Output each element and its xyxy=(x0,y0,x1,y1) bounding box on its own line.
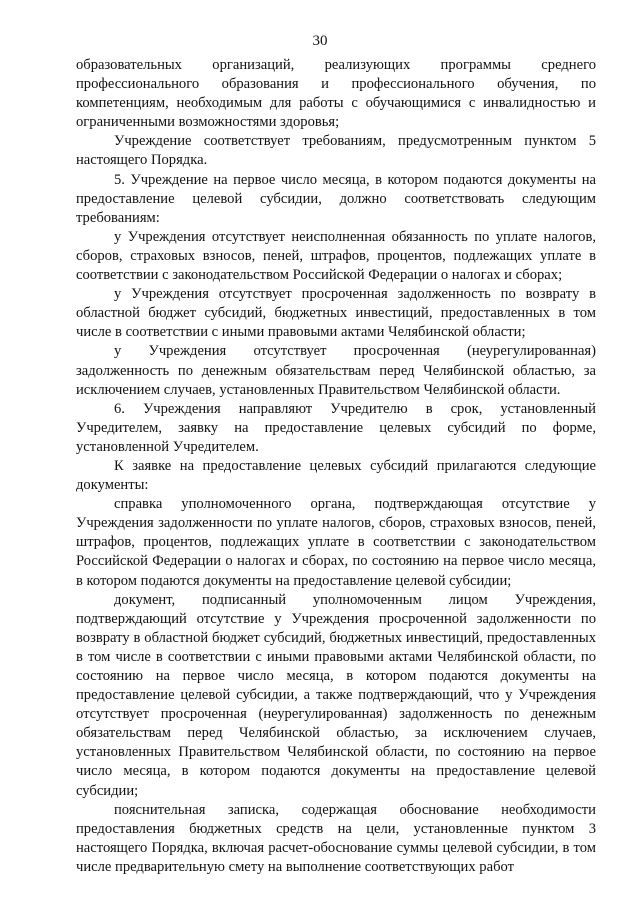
paragraph: справка уполномоченного органа, подтверждающая отсутствие у Учреждения задолженности по уплате налогов, сборов, страховых взносов, пеней, штрафов, процентов, подлежащих уплате в соответствии с законодательством Российской Федерации о налогах и сборах, по состоянию на первое число месяца, в котором подаются документы на предоставление целевой субсидии; xyxy=(76,496,596,589)
paragraph: у Учреждения отсутствует просроченная задолженность по возврату в областной бюджет субсидий, бюджетных инвестиций, предоставленных в том числе в соответствии с иными правовыми актами Челябинской области; xyxy=(76,286,596,341)
paragraph: 5. Учреждение на первое число месяца, в котором подаются документы на предоставление целевой субсидии, должно соответствовать следующим требованиям: xyxy=(76,171,596,226)
paragraph: образовательных организаций, реализующих программы среднего профессионального образования и профессионального обучения, по компетенциям, необходимым для работы с обучающимися с инвалидностью и ограниченными возможностями здоровья; xyxy=(76,57,596,131)
paragraph: документ, подписанный уполномоченным лицом Учреждения, подтверждающий отсутствие у Учреждения просроченной задолженности по возврату в областной бюджет субсидий, бюджетных инвестиций, предоставленных в том числе в соответствии с иными правовыми актами Челябинской области, по состоянию на первое число месяца, в котором подаются документы на предоставление целевой субсидии, а также подтверждающий, что у Учреждения отсутствует просроченная (неурегулированная) задолженность по денежным обязательствам перед Челябинской областью, за исключением случаев, установленных Правительством Челябинской области, по состоянию на первое число месяца, в котором подаются документы на предоставление целевой субсидии; xyxy=(76,591,596,799)
document-body xyxy=(76,56,596,877)
paragraph: К заявке на предоставление целевых субсидий прилагаются следующие документы: xyxy=(76,457,596,494)
paragraph: 6. Учреждения направляют Учредителю в срок, установленный Учредителем, заявку на предоставление целевых субсидий по форме, установленной Учредителем. xyxy=(76,400,596,455)
paragraph: Учреждение соответствует требованиям, предусмотренным пунктом 5 настоящего Порядка. xyxy=(76,133,596,169)
paragraph: у Учреждения отсутствует неисполненная обязанность по уплате налогов, сборов, страховых взносов, пеней, штрафов, процентов, подлежащих уплате в соответствии с законодательством Российской Федерации о налогах и сборах; xyxy=(76,228,596,284)
paragraph: у Учреждения отсутствует просроченная (неурегулированная) задолженность по денежным обязательствам перед Челябинской областью, за исключением случаев, установленных Правительством Челябинской области. xyxy=(76,343,596,398)
paragraph: пояснительная записка, содержащая обоснование необходимости предоставления бюджетных средств на цели, установленные пунктом 3 настоящего Порядка, включая расчет-обоснование суммы целевой субсидии, в том числе предварительную смету на выполнение соответствующих работ xyxy=(76,801,596,875)
page-number: 30 xyxy=(312,33,328,49)
